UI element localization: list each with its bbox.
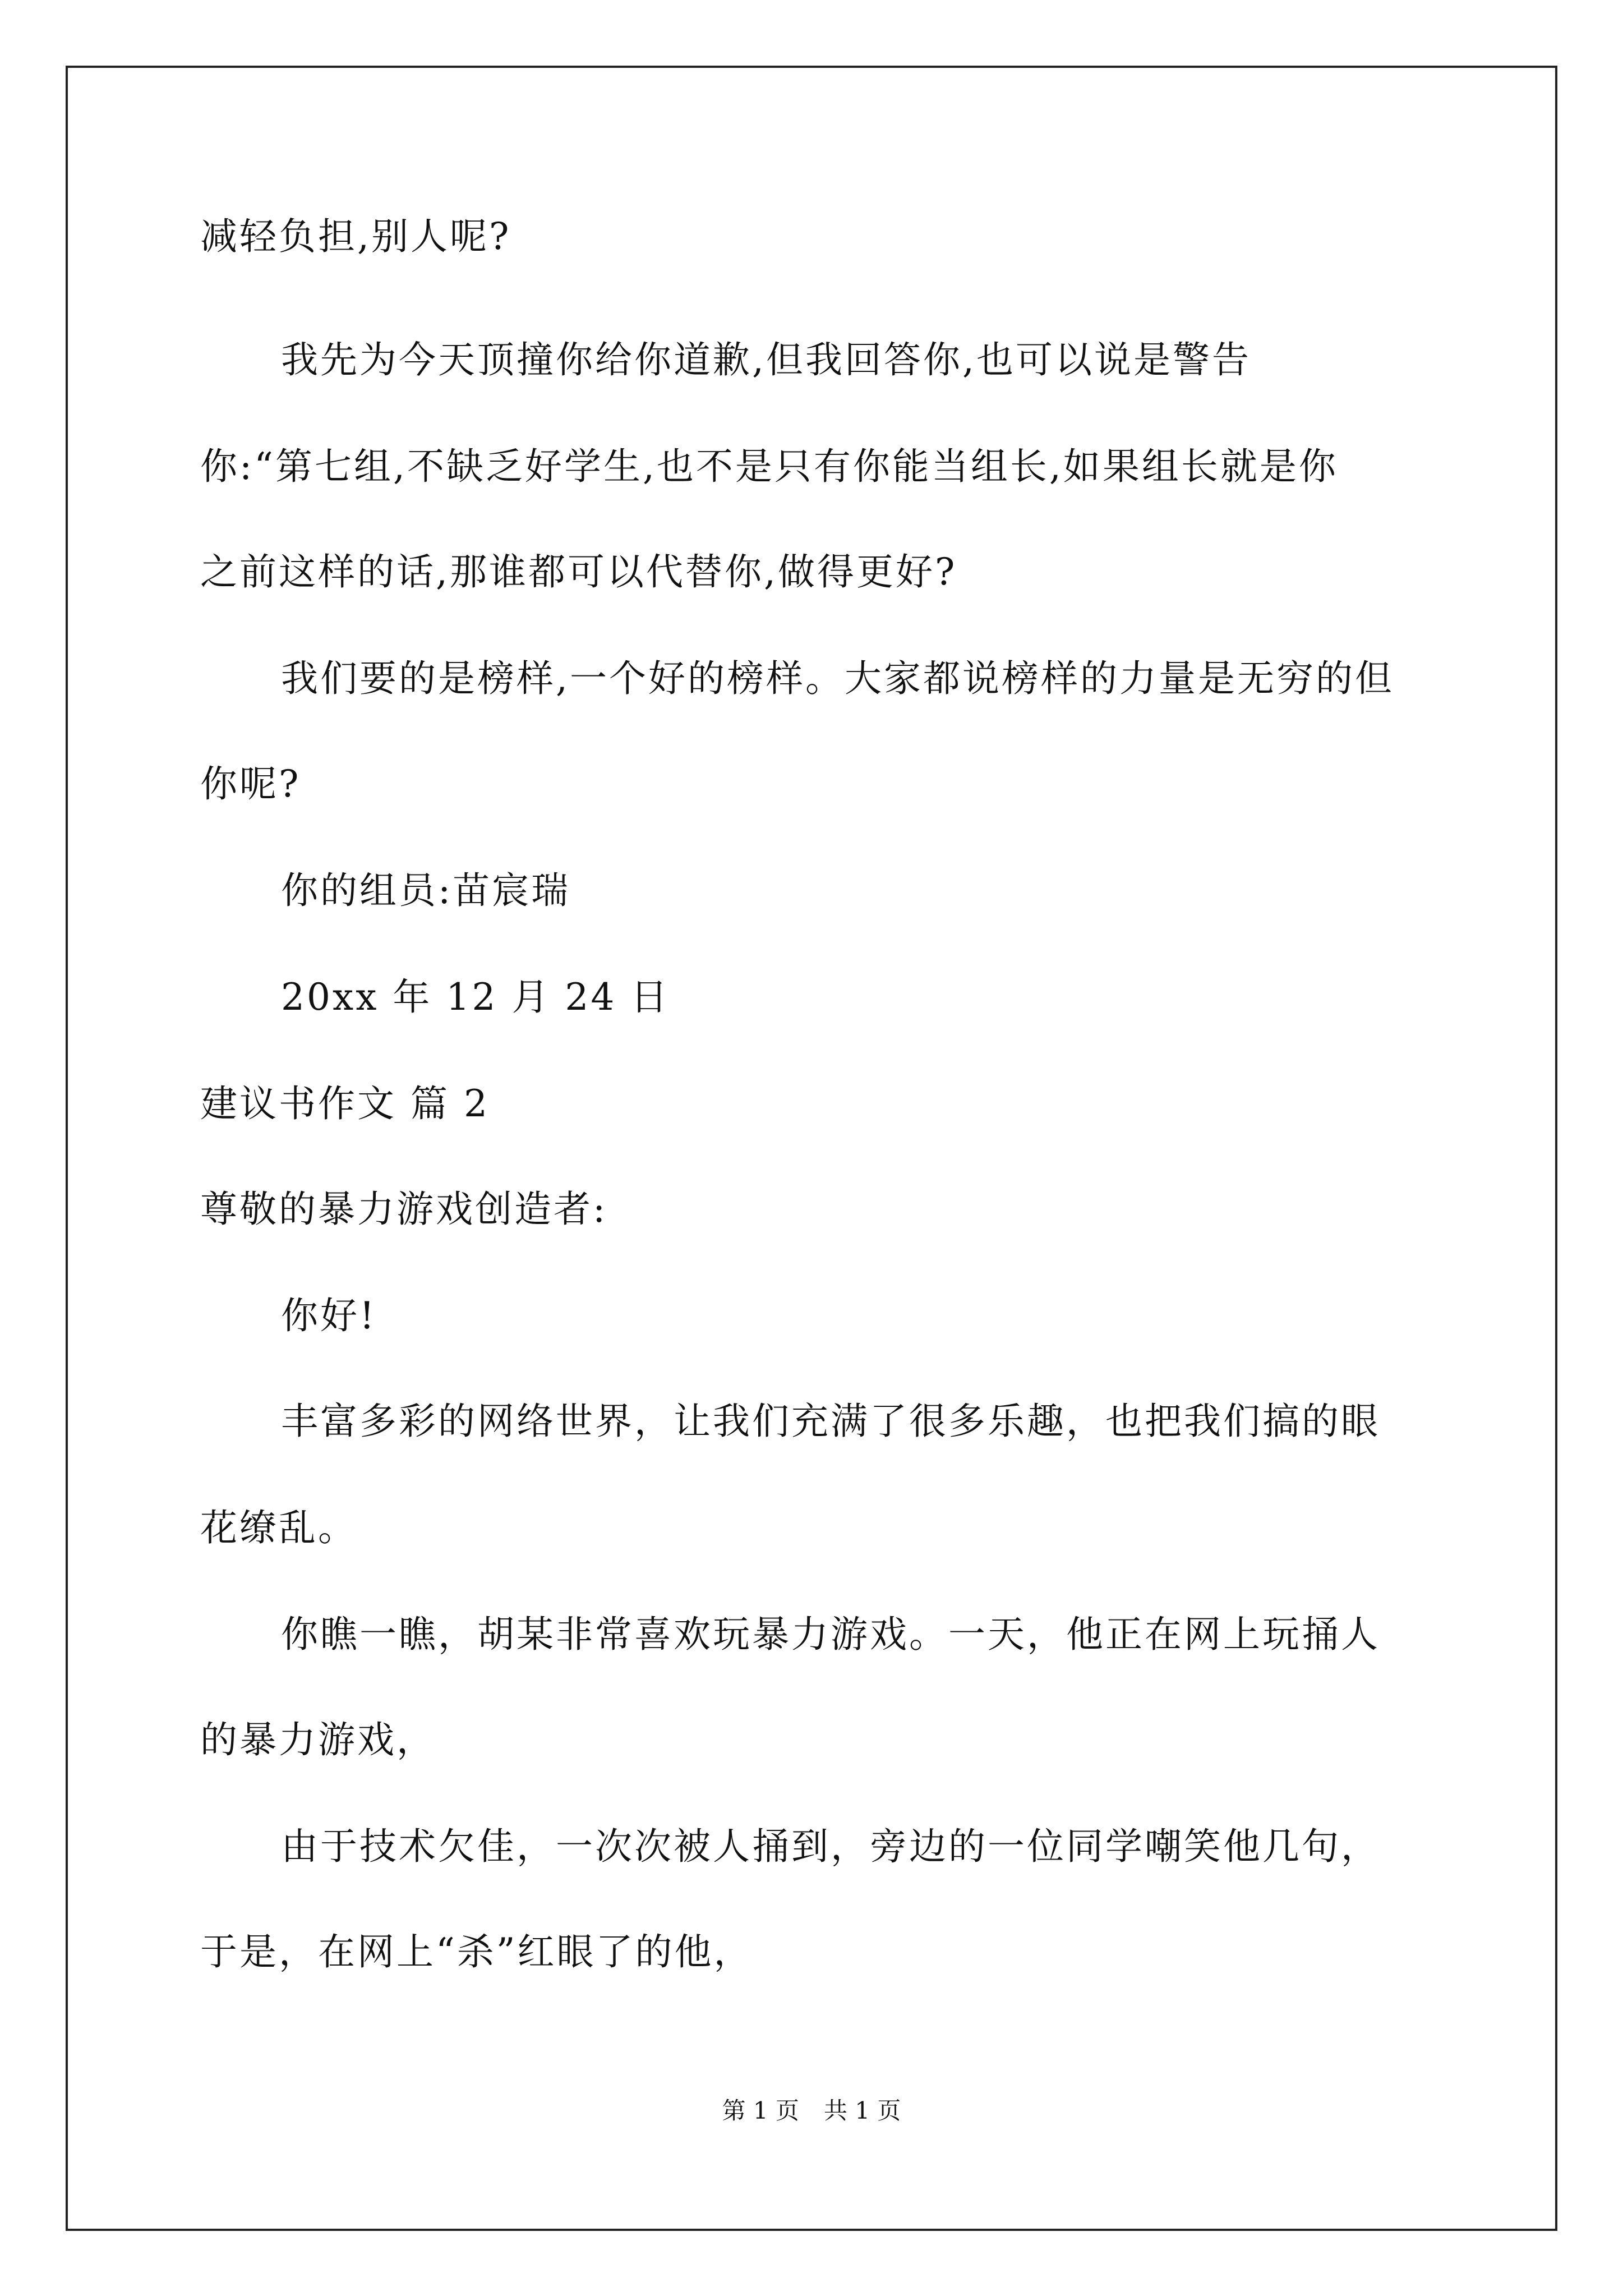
- text-line: 丰富多彩的网络世界，让我们充满了很多乐趣，也把我们搞的眼: [281, 1400, 1380, 1443]
- text-line: 的暴力游戏，: [200, 1718, 436, 1761]
- page-border: [66, 66, 1557, 2231]
- text-line: 我们要的是榜样,一个好的榜样。大家都说榜样的力量是无穷的但: [281, 657, 1394, 700]
- text-line: 你瞧一瞧，胡某非常喜欢玩暴力游戏。一天，他正在网上玩捅人: [281, 1613, 1380, 1656]
- text-line: 于是，在网上“杀”红眼了的他，: [200, 1930, 753, 1973]
- text-line: 由于技术欠佳，一次次被人捅到，旁边的一位同学嘲笑他几句，: [281, 1825, 1380, 1868]
- greeting: 你好!: [281, 1294, 377, 1337]
- section-heading: 建议书作文 篇 2: [200, 1082, 490, 1125]
- text-line: 我先为今天顶撞你给你道歉,但我回答你,也可以说是警告: [281, 338, 1251, 381]
- salutation: 尊敬的暴力游戏创造者:: [200, 1188, 608, 1231]
- text-line: 之前这样的话,那谁都可以代替你,做得更好?: [200, 550, 957, 593]
- text-line: 花缭乱。: [200, 1506, 357, 1549]
- signature-line: 你的组员:苗宸瑞: [281, 869, 571, 912]
- text-line: 你呢?: [200, 762, 301, 806]
- date-line: 20xx 年 12 月 24 日: [281, 976, 670, 1019]
- text-line: 你:“第七组,不缺乏好学生,也不是只有你能当组长,如果组长就是你: [200, 445, 1338, 488]
- page-number: 第 1 页: [722, 2097, 799, 2124]
- page-total: 共 1 页: [824, 2097, 901, 2124]
- text-line: 减轻负担,别人呢?: [200, 215, 511, 258]
- page-footer: [0, 2097, 1623, 2125]
